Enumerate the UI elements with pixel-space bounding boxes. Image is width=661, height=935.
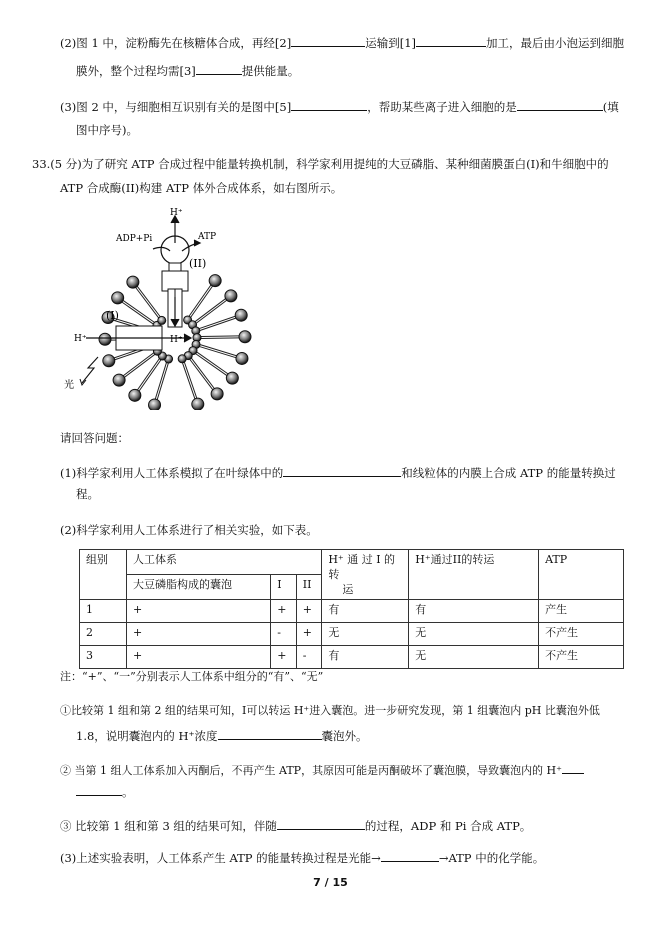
q33-sub1-line1: (1)科学家利用人工体系模拟了在叶绿体中的 和线粒体的内膜上合成 ATP 的能量转换过 <box>60 466 616 480</box>
lipid-head <box>211 388 223 400</box>
lipid-head-inner <box>178 355 186 363</box>
q32-part3-line1: (3)图 2 中，与细胞相互识别有关的是图中[5] ，帮助某些离子进入细胞的是 (填 <box>60 100 619 114</box>
header-h-through-I: H⁺ 通 过 I 的 转 运 <box>322 550 409 600</box>
lipid-head <box>113 374 125 386</box>
q32-part2-line2: 膜外，整个过程均需[3] 提供能量。 <box>76 64 300 78</box>
q33-sub3: (3)上述实验表明，人工体系产生 ATP 的能量转换过程是光能→ →ATP 中的化学能。 <box>60 851 545 865</box>
h-plus-top-label: H⁺ <box>170 208 183 218</box>
atp-label: ATP <box>198 232 217 242</box>
q33-c3: ③ 比较第 1 组和第 3 组的结果可知，伴随 的过程，ADP 和 Pi 合成 ATP。 <box>60 819 532 833</box>
light-label: 光 <box>64 380 74 391</box>
q33-sub2: (2)科学家利用人工体系进行了相关实验，如下表。 <box>60 523 318 537</box>
atp-synthesis-figure <box>58 205 288 410</box>
lipid-tail <box>201 337 239 338</box>
q33-c2-line1: ② 当第 1 组人工体系加入丙酮后，不再产生 ATP，其原因可能是丙酮破坏了囊泡膜，导致囊泡内的 H⁺ <box>60 761 584 779</box>
experiment-table <box>79 549 624 669</box>
lipid-head <box>225 290 237 302</box>
h-plus-inner-label: H⁺ <box>170 335 183 345</box>
header-group: 组别 <box>80 550 127 600</box>
answer-blank[interactable] <box>76 783 122 796</box>
header-h-through-II: H⁺通过II的转运 <box>409 550 539 600</box>
lipid-head <box>103 355 115 367</box>
header-system: 人工体系 <box>127 550 322 575</box>
q33-c2-line2: 。 <box>76 783 134 800</box>
q33-c1-line1: ①比较第 1 组和第 2 组的结果可知，I可以转运 H⁺进入囊泡。进一步研究发现，第 1 组囊泡内 pH 比囊泡外低 <box>60 704 600 717</box>
answer-blank[interactable] <box>277 817 365 830</box>
label-I: (I) <box>106 309 119 322</box>
lipid-head <box>112 292 124 304</box>
lipid-head <box>226 372 238 384</box>
answer-blank[interactable] <box>291 98 367 111</box>
lipid-head <box>209 275 221 287</box>
lipid-tail <box>200 346 236 357</box>
answer-blank[interactable] <box>218 727 322 740</box>
answer-blank[interactable] <box>416 34 486 47</box>
answer-blank[interactable] <box>283 464 401 477</box>
lipid-head <box>239 331 251 343</box>
answer-blank[interactable] <box>196 62 242 75</box>
lipid-head <box>192 398 204 410</box>
subheader-II: II <box>296 575 322 600</box>
lightning-icon <box>82 357 98 383</box>
lipid-head <box>236 352 248 364</box>
lipid-head <box>149 399 161 410</box>
h-plus-left-label: H⁺ <box>74 334 87 344</box>
table-row: 2 + - + 无 无 不产生 <box>80 623 624 646</box>
header-atp: ATP <box>539 550 624 600</box>
q32-part3-line2: 图中序号)。 <box>76 123 138 137</box>
lipid-head <box>235 309 247 321</box>
lipid-tail <box>156 363 167 399</box>
lipid-head <box>129 389 141 401</box>
adp-pi-label: ADP+Pi <box>116 234 153 244</box>
q33-c1-line2: 1.8，说明囊泡内的 H⁺浓度 囊泡外。 <box>76 729 368 743</box>
q32-part2-line1: (2)图 1 中，淀粉酶先在核糖体合成，再经[2] 运输到[1] 加工，最后由小泡运到细胞 <box>60 36 625 50</box>
lipid-tail <box>200 317 236 329</box>
answer-blank[interactable] <box>381 849 439 862</box>
answer-blank[interactable] <box>562 761 584 774</box>
q33-intro-line1: 33.(5 分)为了研究 ATP 合成过程中能量转换机制，科学家利用提纯的大豆磷脂、某种细菌膜蛋白(I)和牛细胞中的 <box>32 157 609 171</box>
table-note: 注：“+”、“一”分别表示人工体系中组分的“有”、“无” <box>60 670 324 683</box>
lipid-head <box>127 276 139 288</box>
answer-blank[interactable] <box>517 98 603 111</box>
label-II: (II) <box>189 257 207 270</box>
answer-blank[interactable] <box>291 34 365 47</box>
q33-sub1-line2: 程。 <box>76 487 99 501</box>
q33-prompt: 请回答问题： <box>60 431 129 445</box>
subheader-vesicle: 大豆磷脂构成的囊泡 <box>127 575 271 600</box>
lipid-head-inner <box>158 316 166 324</box>
lipid-head <box>99 333 111 345</box>
lipid-tail <box>183 363 195 399</box>
table-row: 1 + + + 有 有 产生 <box>80 600 624 623</box>
subheader-I: I <box>271 575 297 600</box>
page-number: 7 / 15 <box>313 876 348 889</box>
table-row: 3 + + - 有 无 不产生 <box>80 646 624 669</box>
q33-intro-line2: ATP 合成酶(II)构建 ATP 体外合成体系，如右图所示。 <box>60 181 343 195</box>
